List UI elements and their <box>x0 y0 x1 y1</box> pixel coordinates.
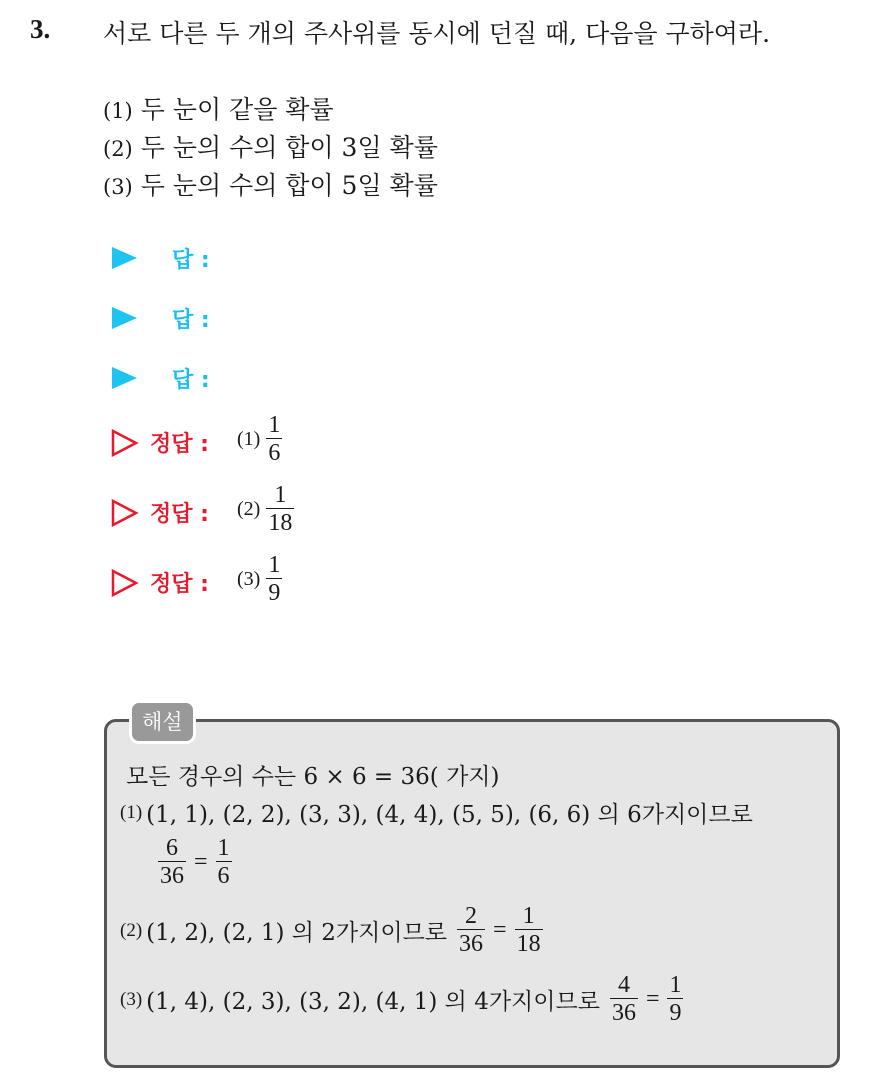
explanation-part-number: (1) <box>120 801 143 823</box>
explanation-part-1-equation <box>158 836 232 889</box>
sub-question-1 <box>103 90 334 126</box>
solution-number: (2) <box>237 498 261 521</box>
solution-value-3 <box>237 553 282 606</box>
explanation-total-text: 모든 경우의 수는 6 × 6 = 36( 가지) <box>126 764 500 790</box>
explanation-part-text: (1, 1), (2, 2), (3, 3), (4, 4), (5, 5), (6, 6) 의 6가지이므로 <box>146 802 753 828</box>
question-text: 서로 다른 두 개의 주사위를 동시에 던질 때, 다음을 구하여라. <box>103 19 771 48</box>
fraction-denominator: 36 <box>611 1000 636 1027</box>
sub-question-text: 두 눈이 같을 확률 <box>140 95 334 124</box>
fraction-numerator: 1 <box>274 482 287 508</box>
solution-number: (1) <box>237 428 261 451</box>
solution-triangle-icon <box>111 569 139 597</box>
solution-triangle-icon <box>111 429 139 457</box>
explanation-tab: 해설 <box>129 700 196 744</box>
equation-rhs-fraction <box>515 904 543 957</box>
solution-number: (3) <box>237 568 261 591</box>
sub-question-text: 두 눈의 수의 합이 5일 확률 <box>140 171 438 200</box>
answer-label-3[interactable]: 답 : <box>172 368 210 393</box>
explanation-part-3 <box>120 973 683 1026</box>
fraction-numerator: 1 <box>268 552 281 578</box>
explanation-part-text: (1, 4), (2, 3), (3, 2), (4, 1) 의 4가지이므로 <box>146 989 600 1016</box>
answer-arrow-icon <box>112 367 137 389</box>
solution-value-1 <box>237 413 282 466</box>
equals-sign: = <box>194 849 208 876</box>
solution-value-2 <box>237 483 294 536</box>
fraction-denominator: 6 <box>217 863 230 890</box>
solution-fraction <box>266 413 282 466</box>
fraction-numerator: 1 <box>217 835 230 861</box>
equation-lhs-fraction <box>457 904 485 957</box>
fraction-denominator: 9 <box>268 580 281 607</box>
equation-lhs-fraction <box>158 836 186 889</box>
answer-label-1[interactable]: 답 : <box>172 248 210 273</box>
equation-rhs-fraction <box>216 836 232 889</box>
equals-sign: = <box>645 986 660 1013</box>
fraction-numerator: 1 <box>669 972 682 998</box>
solution-fraction <box>266 553 282 606</box>
fraction-numerator: 1 <box>268 412 281 438</box>
sub-question-number: (3) <box>103 175 133 199</box>
answer-arrow-icon <box>112 247 137 269</box>
sub-question-text: 두 눈의 수의 합이 3일 확률 <box>140 133 438 162</box>
fraction-numerator: 2 <box>465 903 478 929</box>
answer-arrow-icon <box>112 307 137 329</box>
fraction-denominator: 9 <box>669 1000 682 1027</box>
explanation-part-text: (1, 2), (2, 1) 의 2가지이므로 <box>146 920 448 947</box>
solution-fraction <box>266 483 294 536</box>
explanation-part-number: (2) <box>120 919 143 941</box>
equals-sign: = <box>493 917 507 944</box>
question-number: 3. <box>30 14 51 44</box>
fraction-numerator: 1 <box>522 903 535 929</box>
answer-label-2[interactable]: 답 : <box>172 308 210 333</box>
fraction-denominator: 6 <box>268 440 281 467</box>
explanation-part-1 <box>120 796 753 829</box>
fraction-numerator: 4 <box>617 972 630 998</box>
fraction-denominator: 18 <box>268 510 293 537</box>
equation-lhs-fraction <box>610 973 638 1026</box>
solution-triangle-icon <box>111 499 139 527</box>
sub-question-3 <box>103 166 438 202</box>
sub-question-number: (2) <box>103 137 133 161</box>
equation-rhs-fraction <box>667 973 683 1026</box>
solution-label-1: 정답 : <box>150 432 209 457</box>
fraction-numerator: 6 <box>166 835 178 861</box>
sub-question-2 <box>103 128 438 164</box>
solution-label-2: 정답 : <box>150 502 209 527</box>
fraction-denominator: 36 <box>459 931 484 958</box>
explanation-part-number: (3) <box>120 988 143 1010</box>
explanation-part-2 <box>120 904 543 957</box>
fraction-denominator: 36 <box>160 863 184 890</box>
sub-question-number: (1) <box>103 99 133 123</box>
solution-label-3: 정답 : <box>150 572 209 597</box>
explanation-line-total <box>126 758 499 791</box>
fraction-denominator: 18 <box>516 931 541 958</box>
